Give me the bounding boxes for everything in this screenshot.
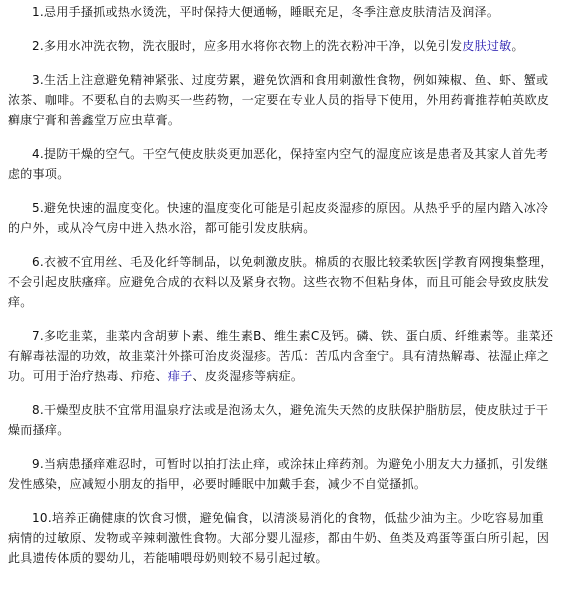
paragraph-6 — [8, 252, 555, 312]
paragraph-text: 3.生活上注意避免精神紧张、过度劳累，避免饮酒和食用刺激性食物，例如辣椒、鱼、虾、蟹或浓茶、咖啡。不要私自的去购买一些药物，一定要在专业人员的指导下使用，外用药膏推荐帕英欧皮癣康宁膏和善鑫堂万应虫草膏。 — [8, 73, 550, 127]
paragraph-text: 5.避免快速的温度变化。快速的温度变化可能是引起皮炎湿疹的原因。从热乎乎的屋内踏入冰冷的户外，或从冷气房中进入热水浴，都可能引发皮肤病。 — [8, 201, 549, 235]
paragraph-text: 1.忌用手搔抓或热水烫洗，平时保持大便通畅，睡眠充足，冬季注意皮肤清洁及润泽。 — [32, 5, 500, 19]
paragraph-9 — [8, 454, 555, 494]
paragraph-5 — [8, 198, 555, 238]
paragraph-10 — [8, 508, 555, 568]
paragraph-text: 10.培养正确健康的饮食习惯，避免偏食，以清淡易消化的食物，低盐少油为主。少吃容易加重病情的过敏原、发物或辛辣刺激性食物。大部分婴儿湿疹，都由牛奶、鱼类及鸡蛋等蛋白所引起，因此具遗传体质的婴幼儿，若能哺喂母奶则较不易引起过敏。 — [8, 511, 550, 565]
paragraph-text: 7.多吃韭菜，韭菜内含胡萝卜素、维生素B、维生素C及钙。磷、铁、蛋白质、纤维素等。韭菜还有解毒祛湿的功效，故韭菜汁外搽可治皮炎湿疹。苦瓜：苦瓜内含奎宁。具有清热解毒、祛湿止痒之功。可用于治疗热毒、疖疮、 — [8, 329, 554, 383]
skin-allergy-link[interactable]: 皮肤过敏 — [462, 39, 512, 53]
paragraph-text: 2.多用水冲洗衣物，洗衣服时，应多用水将你衣物上的洗衣粉冲干净，以免引发 — [32, 39, 463, 53]
paragraph-text: 9.当病患搔痒难忍时，可暂时以拍打法止痒，或涂抹止痒药剂。为避免小朋友大力搔抓，引发继发性感染，应减短小朋友的指甲，必要时睡眠中加戴手套，减少不自觉搔抓。 — [8, 457, 549, 491]
paragraph-7 — [8, 326, 555, 386]
prickly-heat-link[interactable]: 痱子 — [167, 369, 193, 383]
paragraph-text: 、皮炎湿疹等病症。 — [192, 369, 304, 383]
paragraph-8 — [8, 400, 555, 440]
paragraph-3 — [8, 70, 555, 130]
paragraph-2 — [8, 36, 555, 56]
paragraph-text: 。 — [511, 39, 524, 53]
paragraph-text: 8.干燥型皮肤不宜常用温泉疗法或是泡汤太久，避免流失天然的皮肤保护脂肪层，使皮肤过于干燥而搔痒。 — [8, 403, 549, 437]
paragraph-text: 4.提防干燥的空气。干空气使皮肤炎更加恶化，保持室内空气的湿度应该是患者及其家人首先考虑的事项。 — [8, 147, 549, 181]
paragraph-text: 6.衣被不宜用丝、毛及化纤等制品，以免刺激皮肤。棉质的衣服比较柔软医|学教育网搜集整理，不会引起皮肤瘙痒。应避免合成的衣料以及紧身衣物。这些衣物不但粘身体，而且可能会导致皮肤发痒。 — [8, 255, 553, 309]
paragraph-1 — [8, 2, 555, 22]
paragraph-4 — [8, 144, 555, 184]
